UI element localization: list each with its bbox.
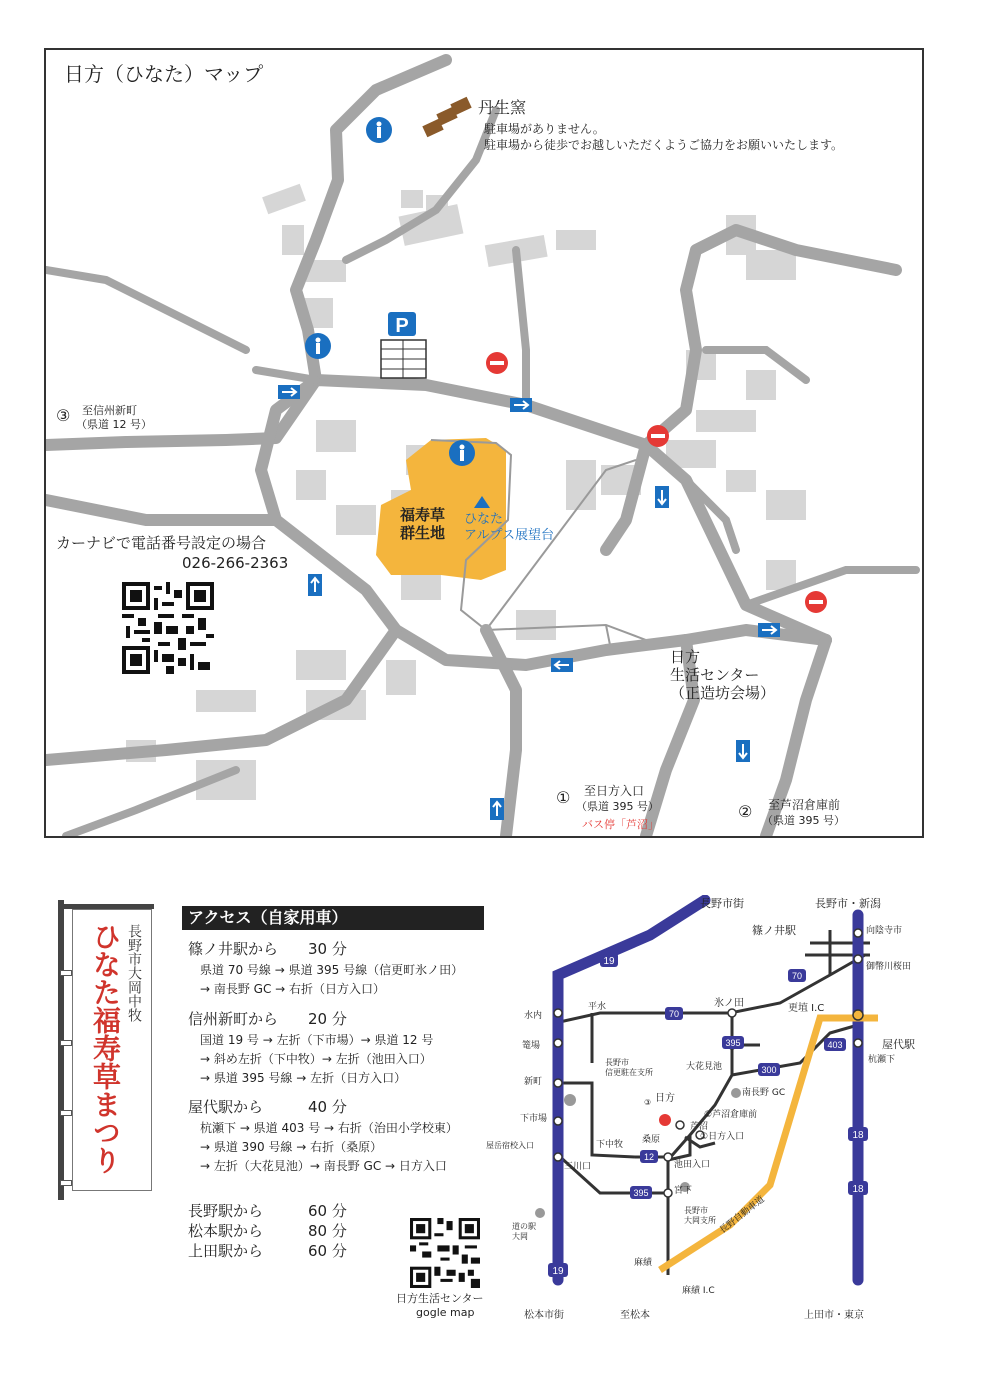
rm-hinata: 日方 [655,1093,675,1104]
route2-line1: 至芦沼倉庫前 [768,798,841,812]
route-shield-18 [848,1127,868,1141]
rm-goheigawa: 御幣川桜田 [866,962,912,972]
one-way-arrow-icon [758,623,780,637]
one-way-arrow-icon [490,798,504,820]
viewpoint-label: ひなた アルプス展望台 [464,512,554,543]
route-diagram [500,895,940,1295]
rm-nagano-shi-ooka: 長野市 大岡支所 [684,1206,716,1225]
rm-sarai: 更埴 I.C [788,1003,825,1014]
route-shield-300 [758,1063,780,1076]
route2-line2: （県道 395 号） [762,814,845,827]
rm-minaminagano: 南長野 GC [742,1088,786,1098]
pedestrian-icon [449,440,475,466]
route-shield-19 [548,1263,568,1277]
banner-subtitle: 長野市大岡中牧 [126,924,142,1022]
svg-text:12: 12 [643,1152,655,1162]
svg-text:70: 70 [791,971,803,981]
route-shield-19 [600,953,618,967]
parking-sign-label: P [395,315,409,337]
access-line-2-0: 杭瀬下 → 県道 403 号 → 右折（治田小学校東） [200,1121,458,1135]
rm-kagoba: 篭場 [522,1041,541,1051]
expressway-line [660,1018,878,1270]
carnav-label: カーナビで電話番号設定の場合 [56,534,267,552]
route2-num: ② [738,802,753,821]
access-time-2: 40 分 [308,1098,347,1116]
svg-text:19: 19 [603,956,615,967]
rm-yashiro: 屋代駅 [882,1038,915,1051]
rm-ashinuma: 芦沼 [690,1122,709,1132]
rm-omiya: 宮下 [674,1186,693,1196]
map-title: 日方（ひなた）マップ [64,62,264,86]
route-shield-12 [640,1150,658,1163]
access-time-0: 30 分 [308,940,347,958]
rm-shimonaka: 下中牧 [596,1140,624,1150]
rm-nagano-city: 長野市街 [700,897,744,910]
kiln-name: 丹生窯 [478,98,527,117]
rm-nagano-niigata: 長野市・新潟 [815,897,881,910]
svg-text:18: 18 [852,1130,864,1141]
access-line-1-1: → 斜め左折（下中牧）→ 左折（池田入口） [200,1052,432,1066]
parking-lot [381,340,426,378]
rm-omachi: 向陰寺市 [866,926,903,936]
rm-hinata-iriguchi: ①日方入口 [700,1132,745,1142]
center-label: 日方 生活センター （正造坊会場） [670,648,776,702]
route3-line2: （県道 12 号） [76,418,152,431]
kiln-note-line2: 駐車場から徒歩でお越しいただくようご協力をお願いいたします。 [484,138,844,152]
no-entry-icon [486,352,508,374]
svg-text:403: 403 [827,1040,843,1050]
rm-shinmachi: 新町 [524,1077,543,1087]
one-way-arrow-icon [736,740,750,762]
svg-text:18: 18 [852,1184,864,1195]
access-header-bar [182,906,484,930]
route-shield-70 [665,1007,683,1020]
rm-omi-ic: 麻績 I.C [682,1286,715,1296]
rm-minauchi: 水内 [524,1011,543,1021]
rm-shimomaki: 屋岳宿校入口 [486,1141,534,1150]
access-other-time-2: 60 分 [308,1242,347,1260]
access-line-0-0: 県道 70 号線 → 県道 395 号線（信更町氷ノ田） [200,963,464,977]
rm-shinonoi: 篠ノ井駅 [752,924,796,937]
route1-num: ① [556,788,571,807]
access-other-from-0: 長野駅から [188,1202,264,1220]
flower-area-label: 福寿草 群生地 [400,506,446,542]
svg-text:395: 395 [633,1188,649,1198]
pedestrian-icon [305,333,331,359]
rm-nagano-shi: 長野市 信更駐在支所 [605,1058,653,1077]
map-canvas [46,50,922,836]
access-line-1-2: → 県道 395 号線 → 左折（日方入口） [200,1071,407,1085]
qr-code-icon [410,1218,480,1288]
no-entry-icon [647,425,669,447]
qr-caption-2: gogle map [416,1306,475,1319]
one-way-arrow-icon [308,574,322,596]
kiln-note-line1: 駐車場がありません。 [484,122,605,136]
festival-banner [58,900,158,1200]
rm-ueda: 上田市・東京 [804,1310,864,1321]
route-shield-395 [630,1186,652,1199]
rm-ikeda: 池田入口 [674,1160,711,1170]
access-line-0-1: → 南長野 GC → 右折（日方入口） [200,982,386,996]
qr-caption-1: 日方生活センター [396,1292,484,1305]
one-way-arrow-icon [655,486,669,508]
rm-num3: ③ [644,1098,652,1107]
rm-shio: 至松本 [620,1310,650,1321]
access-other-from-2: 上田駅から [188,1242,264,1260]
access-from-1: 信州新町から [188,1010,279,1028]
access-other-time-0: 60 分 [308,1202,347,1220]
route3-line1: 至信州新町 [82,404,137,417]
svg-text:395: 395 [725,1038,741,1048]
svg-text:300: 300 [761,1065,777,1075]
one-way-arrow-icon [510,398,532,412]
access-from-2: 屋代駅から [188,1098,264,1116]
one-way-arrow-icon [278,385,300,399]
rm-heisui: 平水 [588,1002,607,1012]
access-line-2-1: → 県道 390 号線 → 右折（桑原） [200,1140,383,1154]
rm-michinoeki: 道の駅 大岡 [512,1222,536,1241]
pedestrian-icon [366,117,392,143]
route-shield-403 [824,1038,846,1051]
area-map [44,48,924,838]
rm-matsumoto: 松本市街 [524,1310,564,1321]
access-other-from-1: 松本駅から [188,1222,264,1240]
access-from-0: 篠ノ井駅から [188,940,279,958]
route1-bus: バス停「芦沼」 [582,818,659,831]
banner-title: ひなた福寿草まつり [89,922,122,1174]
kiln-building [422,97,471,137]
route-shield-70 [788,969,806,982]
rm-shimoichiba: 下市場 [520,1114,548,1124]
svg-text:70: 70 [668,1009,680,1019]
access-time-1: 20 分 [308,1010,347,1028]
rm-expressway: 長野自動車道 [718,1194,767,1236]
qr-code-icon [122,582,214,674]
rm-hinoda: 氷ノ田 [714,998,744,1009]
route1-line2: （県道 395 号） [576,800,659,813]
rm-kuise: 杭瀬下 [868,1055,896,1065]
access-header: アクセス（自家用車） [188,908,348,927]
rm-ashinuma-soko: ②芦沼倉庫前 [704,1110,758,1120]
svg-text:19: 19 [552,1266,564,1277]
one-way-arrow-icon [551,658,573,672]
rm-sanko: 三川口 [564,1162,592,1172]
route-shield-395 [722,1036,744,1049]
route1-line1: 至日方入口 [584,784,645,798]
access-line-1-0: 国道 19 号 → 左折（下市場）→ 県道 12 号 [200,1033,434,1047]
route3-num: ③ [56,406,71,425]
route-shield-18 [848,1181,868,1195]
rm-kuwabara: 桑原 [642,1135,661,1145]
rm-ohana: 大花見池 [686,1062,723,1072]
carnav-phone: 026-266-2363 [182,554,289,572]
no-entry-icon [805,591,827,613]
access-other-time-1: 80 分 [308,1222,347,1240]
rm-asakawa: 麻績 [634,1258,653,1268]
hinata-marker-icon [659,1114,671,1126]
access-line-2-2: → 左折（大花見池）→ 南長野 GC → 日方入口 [200,1159,447,1173]
